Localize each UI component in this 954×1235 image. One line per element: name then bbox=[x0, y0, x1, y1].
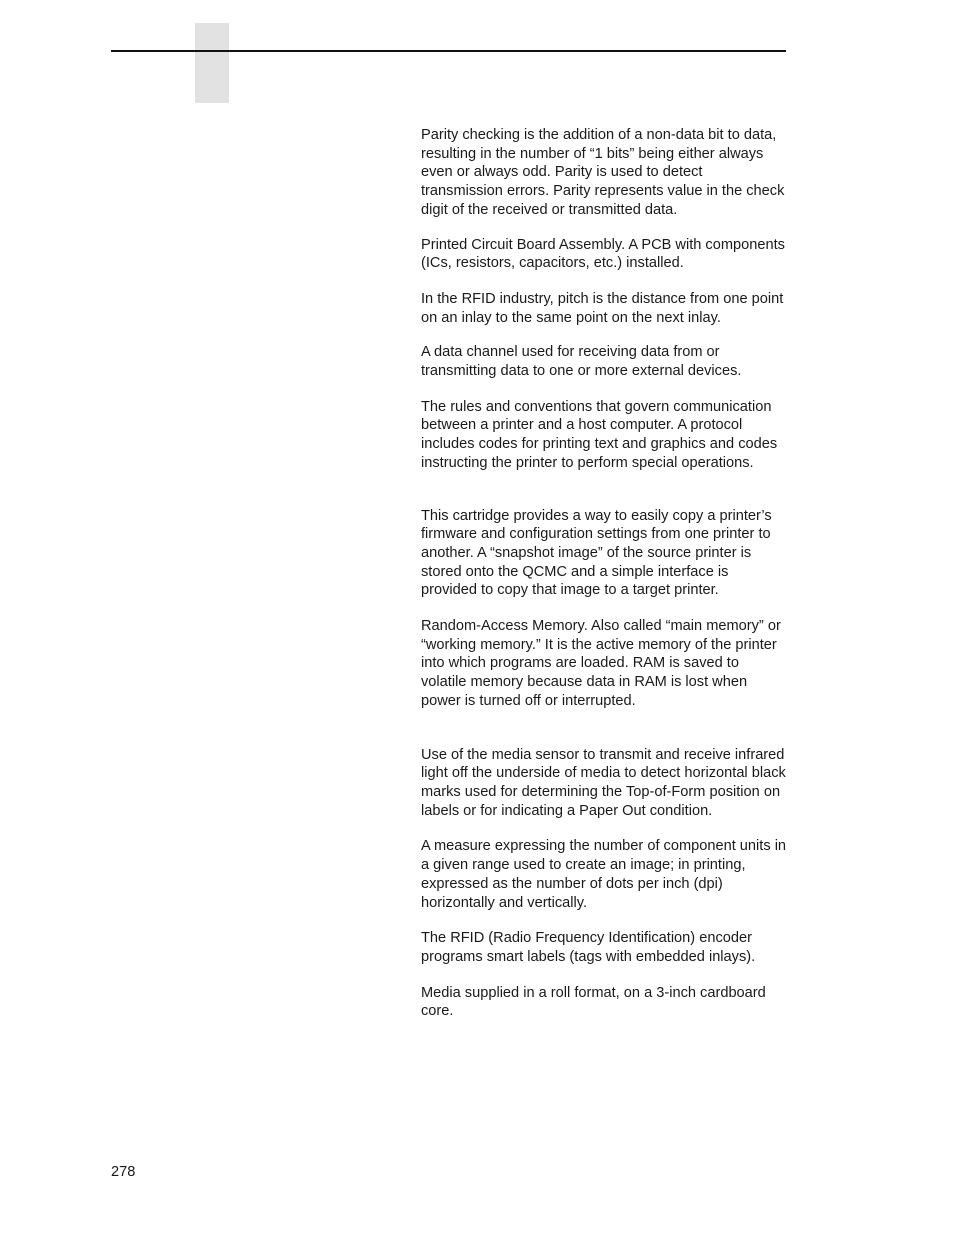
definition-port: A data channel used for receiving data from or transmitting data to one or more external devices. bbox=[421, 344, 742, 380]
definition-protocol: The rules and conventions that govern communication between a printer and a host computer. A protocol includes codes for printing text and graphics and codes instructing the printer to perform special operations. bbox=[421, 398, 778, 471]
glossary-definitions bbox=[421, 126, 787, 1021]
definition-rfid-encoder: The RFID (Radio Frequency Identification) encoder programs smart labels (tags with embedded inlays). bbox=[421, 930, 756, 965]
definition-resolution: A measure expressing the number of component units in a given range used to create an image; in printing, expressed as the number of dots per inch (dpi) horizontally and vertically. bbox=[421, 838, 787, 911]
page-number: 278 bbox=[111, 1164, 136, 1180]
definition-pcba: Printed Circuit Board Assembly. A PCB with components (ICs, resistors, capacitors, etc.) installed. bbox=[421, 236, 785, 272]
definition-pitch: In the RFID industry, pitch is the distance from one point on an inlay to the same point on the next inlay. bbox=[421, 290, 784, 326]
definition-roll-media: Media supplied in a roll format, on a 3-inch cardboard core. bbox=[421, 984, 766, 1020]
definition-ram: Random-Access Memory. Also called “main memory” or “working memory.” It is the active memory of the printer into which programs are loaded. RAM is saved to volatile memory because data in RAM is lost when power is turned off or interrupted. bbox=[421, 618, 781, 709]
definition-reflective-sensing: Use of the media sensor to transmit and receive infrared light off the underside of media to detect horizontal black marks used for determining the Top-of-Form position on labels or for indicating a Paper Out condition. bbox=[421, 746, 786, 819]
chapter-tab bbox=[195, 23, 229, 103]
header-rule bbox=[111, 50, 786, 52]
definition-qcmc: This cartridge provides a way to easily copy a printer’s firmware and configuration settings from one printer to another. A “snapshot image” of the source printer is stored onto the QCMC and a simple interface is provided to copy that image to a target printer. bbox=[421, 507, 772, 599]
definition-parity: Parity checking is the addition of a non-data bit to data, resulting in the number of “1 bits” being either always even or always odd. Parity is used to detect transmission errors. Parity represents value in the check digit of the received or transmitted data. bbox=[421, 127, 785, 218]
